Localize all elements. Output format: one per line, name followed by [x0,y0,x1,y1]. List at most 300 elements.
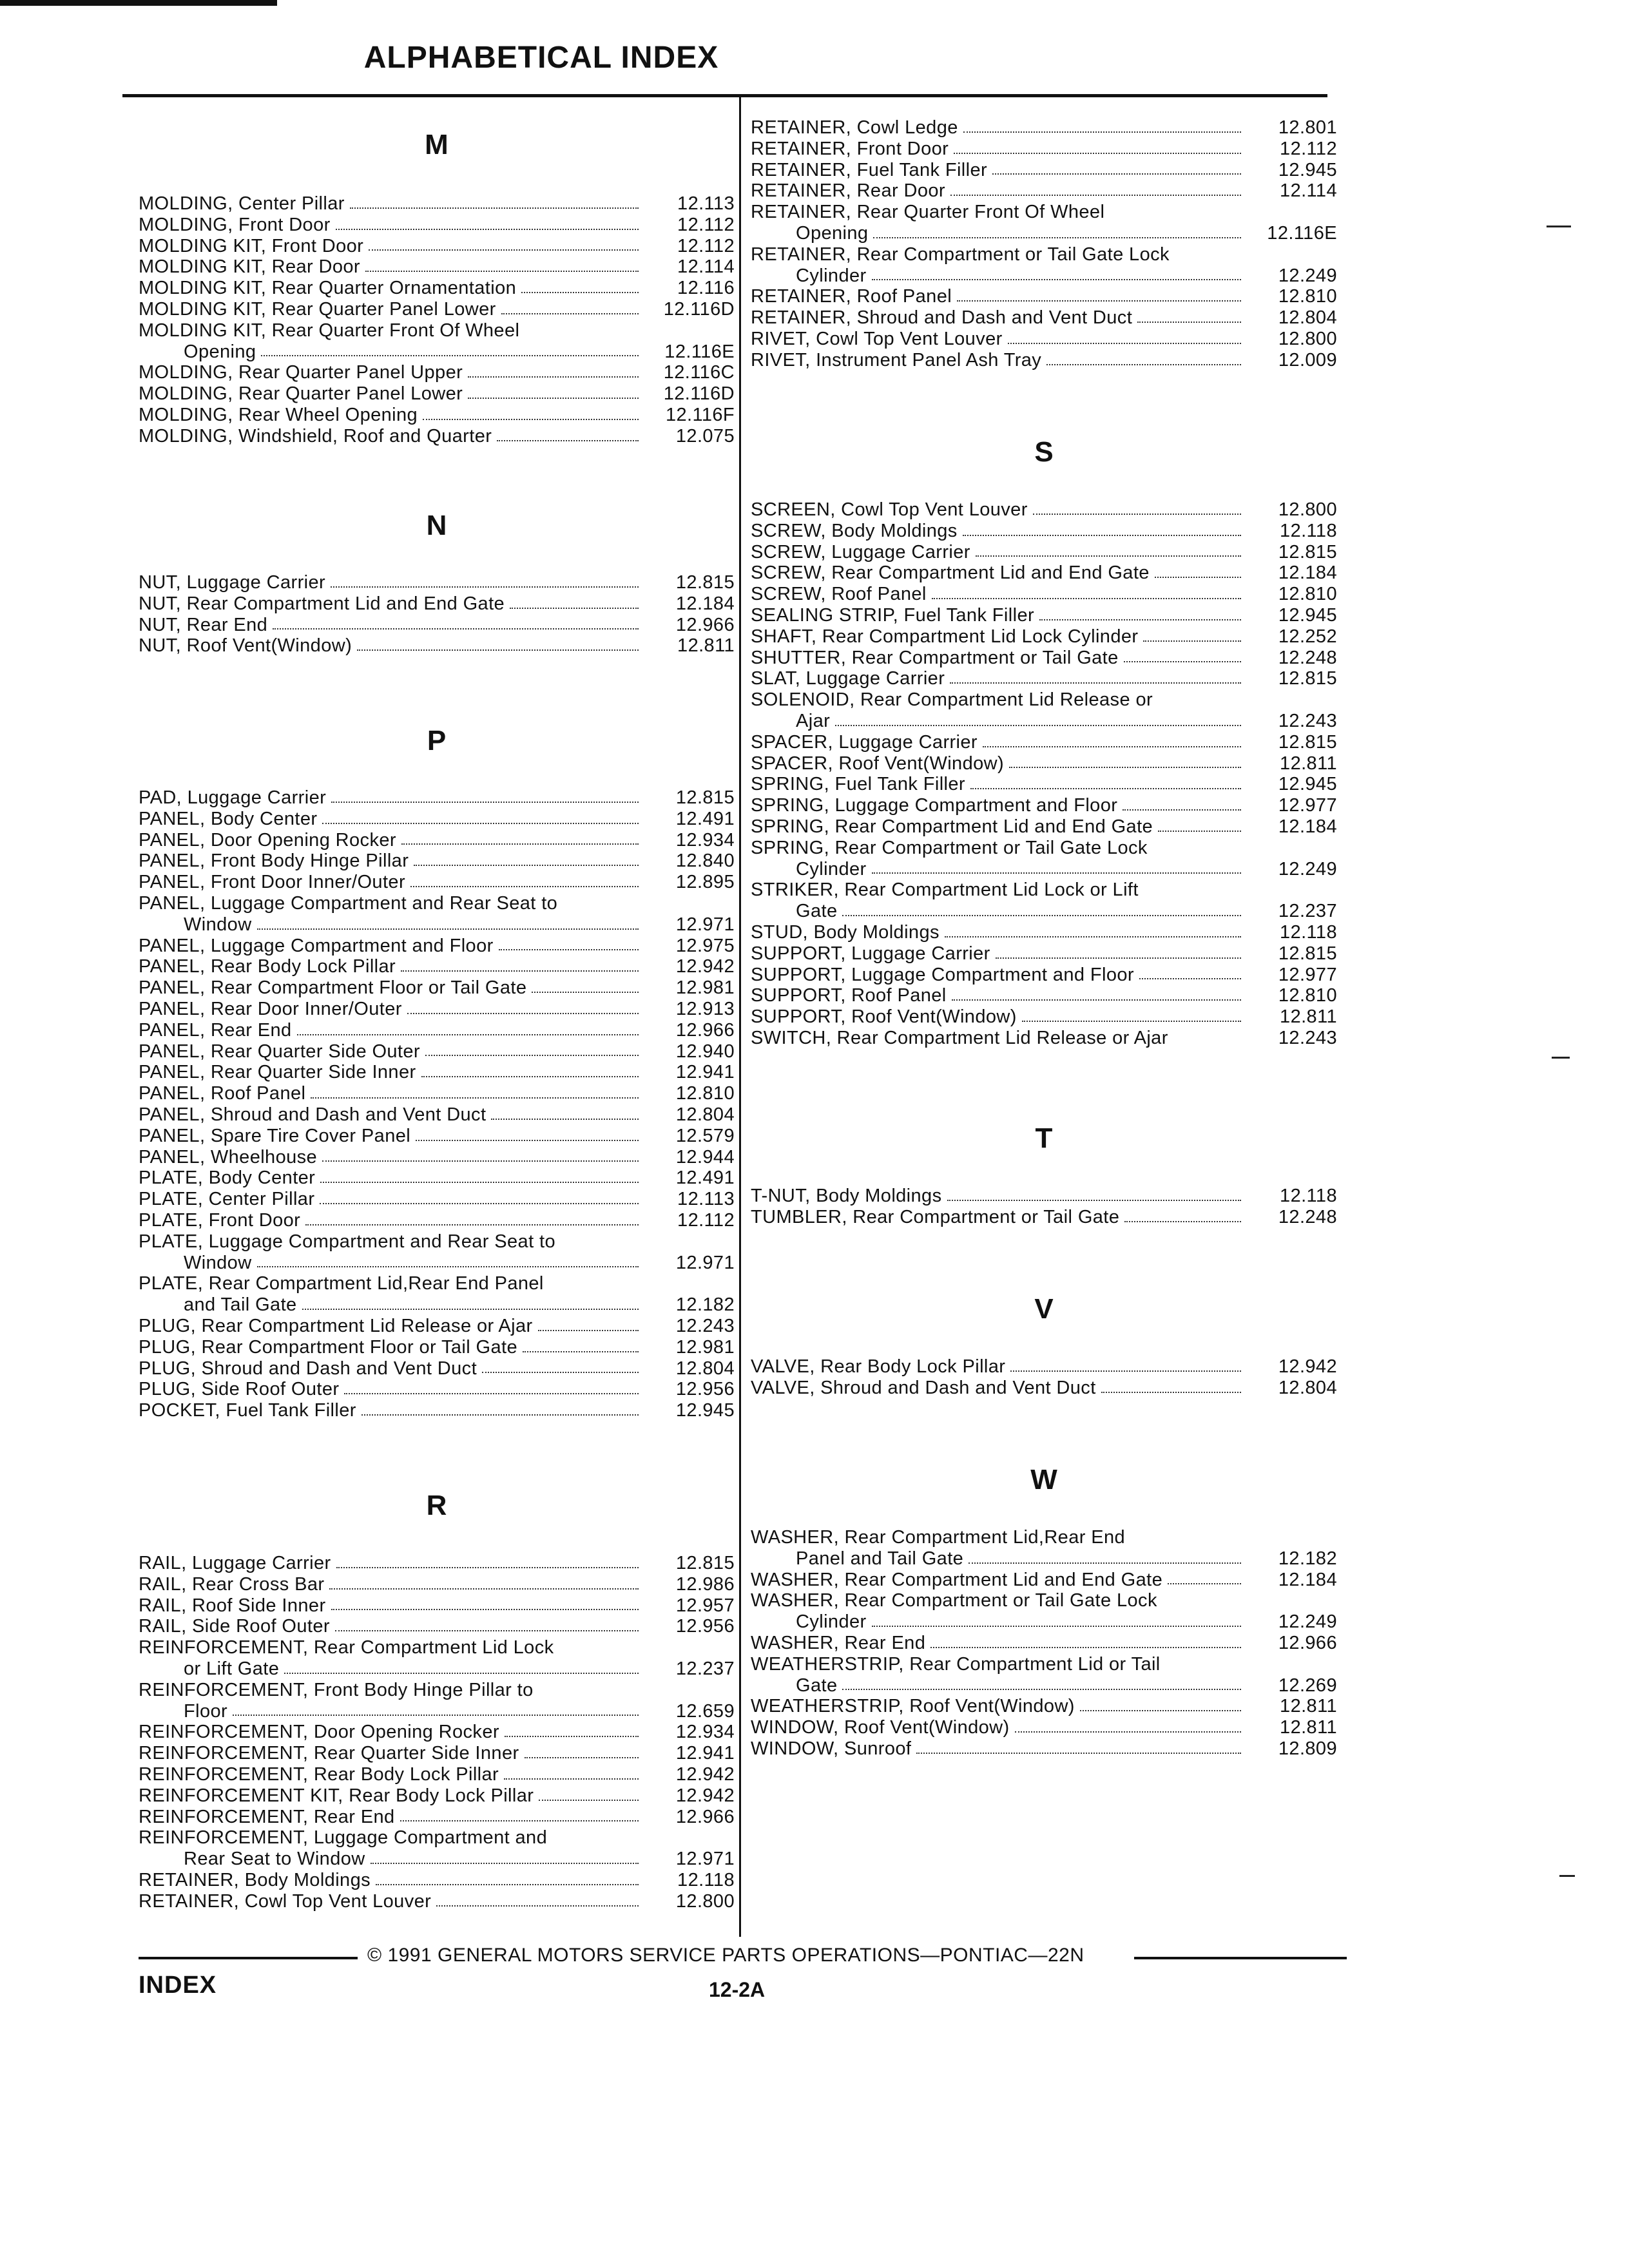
index-section [139,715,735,1421]
dot-leader [371,1863,639,1864]
dot-leader [297,1034,639,1035]
index-entry-page: 12.249 [1278,858,1337,879]
index-entry-page: 12.977 [1278,795,1337,816]
index-entry [139,635,735,657]
index-entry-label-wrap [751,329,1250,350]
index-entry-label-wrap [751,626,1250,648]
dot-leader [1143,640,1241,642]
index-entry [139,1316,735,1337]
index-entry-page: 12.815 [1278,541,1337,562]
dot-leader [525,1757,639,1758]
dot-leader [1010,1370,1241,1372]
dot-leader [257,1266,639,1267]
dot-leader [1124,661,1241,662]
footer-copyright: © 1991 GENERAL MOTORS SERVICE PARTS OPERATIONS—PONTIAC—22N [367,1945,1084,1966]
index-entry-label: SPACER, Luggage Carrier [751,731,978,753]
index-entry-label-wrap [751,584,1250,605]
index-entry-page: 12.942 [1278,1356,1337,1377]
index-entry-label: WASHER, Rear Compartment or Tail Gate Lock [751,1590,1157,1611]
index-entry-label-wrap [139,426,648,447]
index-entry-label: RETAINER, Rear Quarter Front Of Wheel [751,202,1105,223]
index-entry-label-wrap [751,307,1250,329]
index-entry [751,1717,1337,1738]
index-entry-page: 12.975 [675,935,735,956]
margin-mark [1552,1057,1570,1059]
index-entry-label-wrap [751,1633,1250,1654]
index-entry-label-wrap [139,1870,648,1891]
index-entry-label-wrap [751,711,1250,732]
dot-leader [468,398,639,399]
index-entry-continuation: Floor [184,1700,228,1722]
index-entry-page: 12.944 [675,1146,735,1168]
index-entry-page: 12.810 [1278,286,1337,307]
dot-leader [1123,809,1241,811]
index-entry-label-wrap [139,1701,648,1722]
index-entry-page: 12.075 [675,425,735,447]
index-entry-label-wrap [751,922,1250,943]
index-entry-page: 12.981 [675,977,735,999]
index-entry-page: 12.945 [675,1400,735,1421]
index-entry [751,265,1337,287]
index-entry-label: SUPPORT, Luggage Carrier [751,943,990,964]
dot-leader [401,843,639,845]
section-letter: M [425,129,448,160]
index-entry [139,593,735,615]
index-entry-label: SLAT, Luggage Carrier [751,668,945,689]
index-entry-label-wrap [751,732,1250,753]
dot-leader [842,1689,1241,1690]
index-entry-label-wrap [139,278,648,299]
index-entry-page: 12.118 [677,1869,735,1890]
section-letter: R [426,1490,447,1521]
index-entry-label: REINFORCEMENT, Luggage Compartment and [139,1827,548,1849]
index-entry-page: 12.248 [1278,1206,1337,1227]
index-entry-label-wrap [139,1658,648,1680]
index-entry [139,1210,735,1231]
index-entry [139,1870,735,1891]
dot-leader [835,725,1241,726]
index-entry-label: PLATE, Rear Compartment Lid,Rear End Panel [139,1273,544,1294]
index-entry-page: 12.800 [1278,328,1337,349]
index-entry-page: 12.112 [677,235,735,256]
dot-leader [468,376,639,378]
index-entry-label: PANEL, Body Center [139,808,318,829]
index-entry [139,1743,735,1764]
index-entry-page: 12.243 [675,1315,735,1336]
index-entry-label: PAD, Luggage Carrier [139,787,327,808]
index-entry-label-wrap [139,1294,648,1316]
dot-leader [376,1884,639,1885]
index-entry-label-wrap [751,350,1250,371]
index-entry-label: STRIKER, Rear Compartment Lid Lock or Lift [751,879,1139,901]
index-entry [751,985,1337,1006]
index-entry-continuation: Cylinder [796,265,867,286]
index-entry-label-wrap [751,1548,1250,1570]
index-entry [139,1807,735,1828]
dot-leader [322,823,639,824]
index-entry-label-wrap [139,1743,648,1764]
margin-mark [1559,1875,1575,1877]
index-entry [751,732,1337,753]
index-entry-label-wrap [139,830,648,851]
index-entry-label: VALVE, Rear Body Lock Pillar [751,1356,1006,1377]
dot-leader [963,535,1241,536]
index-entry [751,901,1337,922]
index-entry-page: 12.491 [675,808,735,829]
index-entry-continuation: Cylinder [796,1611,867,1633]
dot-leader [423,419,639,420]
index-entry-page: 12.945 [1278,774,1337,795]
index-entry-label-wrap [139,809,648,830]
index-entry-label: SHUTTER, Rear Compartment or Tail Gate [751,647,1119,668]
index-entry [139,1337,735,1358]
index-entry-label-wrap [751,562,1250,584]
dot-leader [983,746,1241,747]
index-entry-label: RIVET, Cowl Top Vent Louver [751,328,1003,349]
index-entry-label-wrap [139,914,648,936]
index-entry-label: RETAINER, Fuel Tank Filler [751,159,988,180]
dot-leader [284,1673,639,1674]
index-entry-continuation: Gate [796,1675,838,1696]
index-entry-label-wrap [139,236,648,257]
index-entry [139,1553,735,1574]
dot-leader [930,1647,1241,1648]
index-entry-label: MOLDING, Center Pillar [139,193,345,214]
index-entry-label-wrap [139,977,648,999]
index-entry-label: REINFORCEMENT, Rear Body Lock Pillar [139,1763,499,1785]
dot-leader [407,1013,639,1014]
index-entry-page: 12.112 [1280,138,1337,159]
dot-leader [1168,1583,1241,1584]
section-letter: V [1034,1293,1054,1325]
index-entry-label: SPRING, Rear Compartment Lid and End Gate [751,816,1153,837]
dot-leader [872,872,1241,874]
index-entry-page: 12.956 [675,1379,735,1400]
dot-leader [1039,619,1241,620]
index-entry-label: RETAINER, Roof Panel [751,286,952,307]
dot-leader [311,1097,639,1099]
index-entry [751,1611,1337,1633]
index-entry-label-wrap [751,223,1250,244]
index-entry-label-wrap [751,1611,1250,1633]
index-entry-label: PANEL, Rear Door Inner/Outer [139,998,402,1019]
index-entry-continuation: Window [184,914,252,935]
index-entry-page: 12.243 [1278,710,1337,731]
index-entry [139,1764,735,1785]
index-entry [751,329,1337,350]
index-entry-label: SCREW, Body Moldings [751,520,958,541]
index-entry-label-wrap [751,1570,1250,1591]
dot-leader [369,249,639,251]
index-entry-page: 12.811 [1280,1717,1337,1738]
index-entry-label-wrap [751,499,1250,521]
index-entry-page: 12.942 [675,1763,735,1785]
index-entry [751,584,1337,605]
index-entry-label: PANEL, Rear Body Lock Pillar [139,956,396,977]
dot-leader [1033,514,1241,515]
index-entry-page: 12.815 [675,572,735,593]
index-entry-label: MOLDING KIT, Rear Quarter Panel Lower [139,298,496,320]
index-entry-label: SUPPORT, Roof Vent(Window) [751,1006,1017,1028]
index-entry-label-wrap [139,256,648,278]
dot-leader [916,1753,1241,1754]
index-entry-label-wrap [751,985,1250,1006]
index-entry-label: SPRING, Rear Compartment or Tail Gate Lock [751,837,1148,858]
index-entry-page: 12.659 [675,1700,735,1722]
index-entry-page: 12.811 [677,635,735,657]
index-entry-label-wrap [139,1849,648,1870]
index-section [751,117,1337,371]
dot-leader [963,131,1241,133]
index-entry-label-wrap [139,936,648,957]
index-entry-label-wrap [139,1764,648,1785]
index-entry [139,383,735,405]
index-entry-continuation: Opening [796,222,869,244]
dot-leader [1155,577,1241,578]
index-entry-label: PANEL, Wheelhouse [139,1146,318,1168]
index-entry-page: 12.815 [1278,943,1337,964]
index-entry-label-wrap [139,1400,648,1421]
index-entry-label-wrap [751,648,1250,669]
dot-leader [425,1055,639,1056]
index-entry-page: 12.009 [1278,349,1337,370]
index-entry-label: REINFORCEMENT, Door Opening Rocker [139,1722,499,1743]
section-letter: N [426,510,447,541]
index-entry-label-wrap [751,1717,1250,1738]
index-entry [751,562,1337,584]
index-entry-label-wrap [139,1147,648,1168]
index-entry-label: SPRING, Luggage Compartment and Floor [751,795,1118,816]
index-entry-page: 12.116 [677,278,735,299]
index-entry-page: 12.971 [675,1252,735,1273]
dot-leader [1137,322,1241,323]
index-entry [139,1104,735,1126]
page-title: ALPHABETICAL INDEX [363,41,719,75]
index-entry [751,1028,1337,1049]
index-entry-label: PANEL, Rear Quarter Side Outer [139,1041,420,1062]
index-entry-label-wrap [751,1028,1250,1049]
dot-leader [436,1905,639,1907]
index-entry [139,1574,735,1595]
footer-rule-left [139,1957,358,1959]
index-entry-page: 12.114 [677,256,735,278]
index-entry [139,1616,735,1637]
index-entry [139,278,735,299]
index-entry [139,977,735,999]
index-section [751,1453,1337,1760]
index-entry [751,605,1337,626]
index-entry-label-wrap [751,943,1250,965]
index-entry-label: PANEL, Shroud and Dash and Vent Duct [139,1104,487,1125]
dot-leader [261,355,639,356]
index-entry-label-wrap [139,1358,648,1379]
index-entry-label-wrap [751,1675,1250,1696]
index-section [751,1282,1337,1399]
index-entry-label: PANEL, Roof Panel [139,1083,306,1104]
index-entry-label: SWITCH, Rear Compartment Lid Release or Ajar [751,1027,1168,1048]
index-entry-label-wrap [139,405,648,426]
index-entry-label-wrap [139,1104,648,1126]
index-entry [139,1126,735,1147]
index-entry-page: 12.249 [1278,265,1337,286]
index-entry-label-wrap [751,1356,1250,1378]
index-entry-label-wrap [139,1253,648,1274]
index-entry-label: PLATE, Front Door [139,1209,301,1231]
index-entry-label-wrap [751,1696,1250,1717]
index-entry [139,1849,735,1870]
dot-leader [329,1588,639,1590]
index-entry-label-wrap [139,1041,648,1062]
index-entry-continuation: Opening [184,341,256,362]
index-entry [751,965,1337,986]
index-entry-label: MOLDING, Rear Quarter Panel Lower [139,383,463,405]
top-edge-mark [0,0,277,6]
index-entry [751,1186,1337,1207]
index-entry-label: NUT, Rear End [139,614,268,635]
index-entry-label: SCREW, Luggage Carrier [751,541,970,562]
index-entry [751,859,1337,880]
dot-leader [976,555,1241,557]
index-entry-page: 12.942 [675,1785,735,1806]
index-entry-label-wrap [139,1379,648,1400]
index-entry [139,256,735,278]
index-entry-page: 12.182 [675,1294,735,1316]
section-letter: W [1030,1464,1057,1495]
index-entry [139,341,735,363]
index-entry [751,160,1337,181]
dot-leader [361,1414,639,1416]
index-entry-label: PLATE, Center Pillar [139,1189,315,1210]
index-entry-label: MOLDING, Windshield, Roof and Quarter [139,425,492,447]
index-entry-page: 12.810 [1278,985,1337,1006]
dot-leader [400,1820,639,1821]
index-entry-label: T-NUT, Body Moldings [751,1186,942,1206]
index-entry-label-wrap [751,286,1250,307]
index-entry-page: 12.184 [1278,562,1337,584]
index-entry [139,936,735,957]
index-entry-label-wrap [751,965,1250,986]
index-entry [751,499,1337,521]
index-entry-label-wrap [751,901,1250,922]
index-entry-page: 12.815 [675,787,735,808]
index-entry [751,1696,1337,1717]
index-entry-label-wrap [751,605,1250,626]
index-entry-label: PANEL, Rear Quarter Side Inner [139,1062,416,1083]
index-entry-label-wrap [139,193,648,215]
index-entry-label: SCREEN, Cowl Top Vent Louver [751,499,1028,520]
index-entry [751,1738,1337,1760]
index-entry-label: MOLDING, Rear Quarter Panel Upper [139,362,463,383]
index-entry-page: 12.895 [675,872,735,893]
dot-leader [992,173,1241,175]
index-entry-label-wrap [139,850,648,872]
dot-leader [510,608,639,609]
index-entry-label-wrap [139,1168,648,1189]
index-entry-label: RAIL, Side Roof Outer [139,1616,330,1637]
index-entry-page: 12.966 [1278,1632,1337,1653]
index-entry-page: 12.966 [675,1019,735,1041]
dot-leader [954,153,1241,154]
index-entry [751,774,1337,795]
index-entry-label: PLATE, Luggage Compartment and Rear Seat to [139,1231,555,1252]
index-entry [751,223,1337,244]
index-entry-page: 12.491 [675,1168,735,1189]
index-entry-label-wrap [139,956,648,977]
index-entry-label-wrap [139,615,648,636]
dot-leader [344,1393,639,1394]
index-entry [751,542,1337,563]
index-entry-page: 12.237 [1278,901,1337,922]
index-entry-label: MOLDING, Front Door [139,214,331,235]
dot-leader [523,1351,639,1352]
index-entry-label: SPACER, Roof Vent(Window) [751,753,1005,774]
dot-leader [273,628,639,629]
dot-leader [872,279,1241,280]
section-letter: P [427,725,447,756]
index-entry-label-wrap [139,572,648,593]
dot-leader [945,936,1241,937]
dot-leader [872,1626,1241,1627]
dot-leader [504,1778,639,1780]
index-entry [751,753,1337,774]
dot-leader [233,1715,639,1716]
dot-leader [501,313,639,314]
index-entry-label-wrap [139,299,648,320]
dot-leader [401,970,639,972]
index-entry-label: RETAINER, Front Door [751,138,949,159]
index-entry-page: 12.986 [675,1573,735,1595]
index-entry-label: PLATE, Body Center [139,1168,316,1189]
index-entry-page: 12.941 [675,1743,735,1764]
dot-leader [996,957,1241,959]
index-entry-page: 12.269 [1278,1675,1337,1696]
index-entry-label: PANEL, Front Body Hinge Pillar [139,850,409,872]
index-entry-label: PLUG, Side Roof Outer [139,1379,340,1400]
dot-leader [320,1182,639,1183]
index-entry-label: SEALING STRIP, Fuel Tank Filler [751,604,1035,626]
index-entry-label-wrap [751,139,1250,160]
index-entry-label: PLUG, Shroud and Dash and Vent Duct [139,1358,477,1379]
index-entry-label-wrap [139,1616,648,1637]
index-entry-page: 12.184 [1278,816,1337,837]
index-entry-label: RAIL, Luggage Carrier [139,1553,331,1573]
section-letter: S [1034,436,1054,468]
index-entry-label-wrap [139,362,648,383]
index-entry-label: PLUG, Rear Compartment Lid Release or Ajar [139,1315,533,1336]
index-entry-label-wrap [751,1738,1250,1760]
index-entry [139,1147,735,1168]
index-entry-label-wrap [139,341,648,363]
index-entry-label-wrap [751,1186,1250,1207]
index-entry [139,1701,735,1722]
index-entry [139,215,735,236]
index-entry-label: RETAINER, Rear Compartment or Tail Gate Lock [751,244,1170,265]
index-entry [139,1189,735,1210]
index-entry [139,362,735,383]
index-entry-label-wrap [751,160,1250,181]
index-entry [751,711,1337,732]
dot-leader [331,586,639,588]
index-entry-label: WINDOW, Sunroof [751,1738,912,1759]
dot-leader [842,915,1241,916]
index-entry [751,626,1337,648]
index-entry-label-wrap [139,1722,648,1743]
index-entry-label: SCREW, Rear Compartment Lid and End Gate [751,562,1150,584]
index-entry-continuation: and Tail Gate [184,1294,297,1316]
index-entry-page: 12.840 [675,850,735,872]
dot-leader [1158,831,1241,832]
index-entry-label: PANEL, Spare Tire Cover Panel [139,1125,411,1146]
